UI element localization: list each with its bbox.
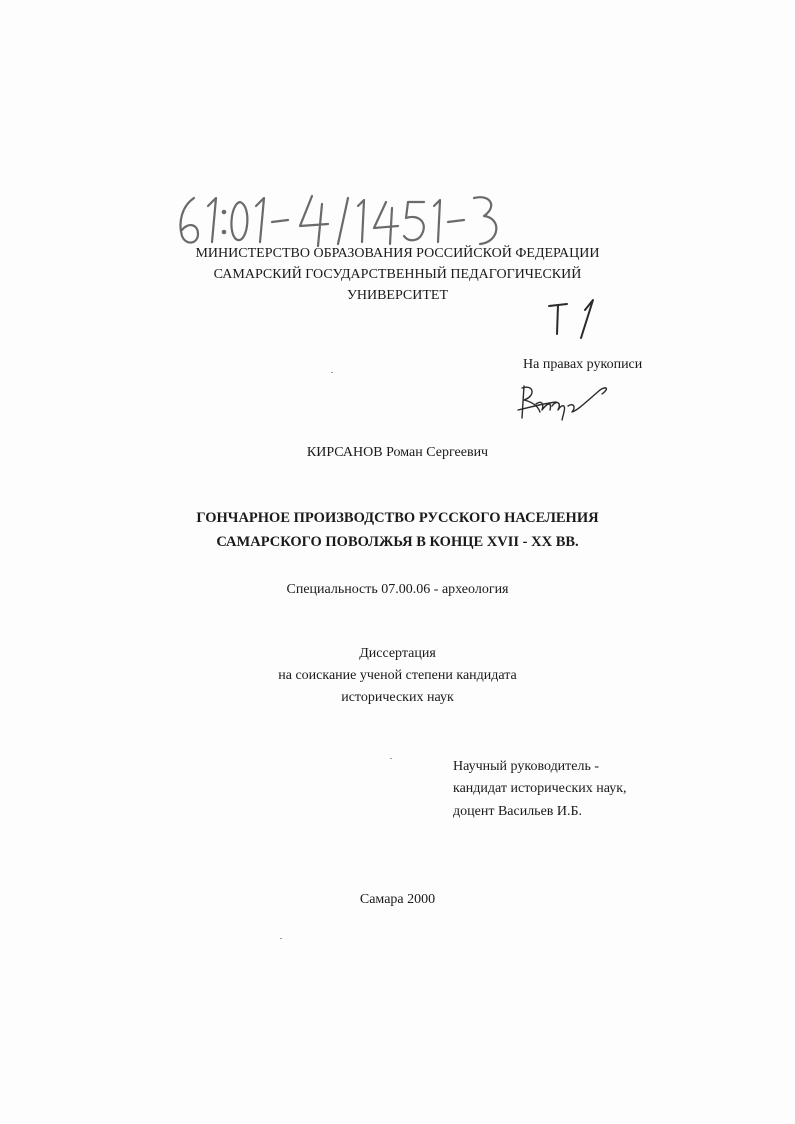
author-signature	[516, 382, 616, 422]
supervisor-label: Научный руководитель -	[453, 759, 600, 774]
scan-speck	[331, 372, 333, 373]
specialty: Специальность 07.00.06 - археология	[286, 582, 509, 597]
degree-line1: на соискание ученой степени кандидата	[278, 668, 517, 683]
supervisor-name: доцент Васильев И.Б.	[453, 804, 583, 819]
supervisor-degree: кандидат исторических наук,	[453, 781, 627, 796]
author-name: КИРСАНОВ Роман Сергеевич	[306, 445, 489, 460]
handwritten-t1-mark	[545, 296, 605, 340]
ministry-name: МИНИСТЕРСТВО ОБРАЗОВАНИЯ РОССИЙСКОЙ ФЕДЕРАЦИИ	[195, 246, 600, 261]
scan-speck	[280, 938, 282, 939]
rights-note: На правах рукописи	[523, 357, 643, 372]
university-name-line1: САМАРСКИЙ ГОСУДАРСТВЕННЫЙ ПЕДАГОГИЧЕСКИЙ	[213, 267, 582, 282]
degree-line2: исторических наук	[341, 690, 454, 705]
scan-speck	[390, 758, 392, 759]
dissertation-label: Диссертация	[359, 646, 436, 661]
university-name-line2: УНИВЕРСИТЕТ	[346, 288, 449, 303]
dissertation-title-line2: САМАРСКОГО ПОВОЛЖЬЯ В КОНЦЕ XVII - XX ВВ.	[216, 534, 579, 550]
place-year: Самара 2000	[359, 892, 436, 907]
dissertation-title-line1: ГОНЧАРНОЕ ПРОИЗВОДСТВО РУССКОГО НАСЕЛЕНИЯ	[196, 510, 599, 526]
